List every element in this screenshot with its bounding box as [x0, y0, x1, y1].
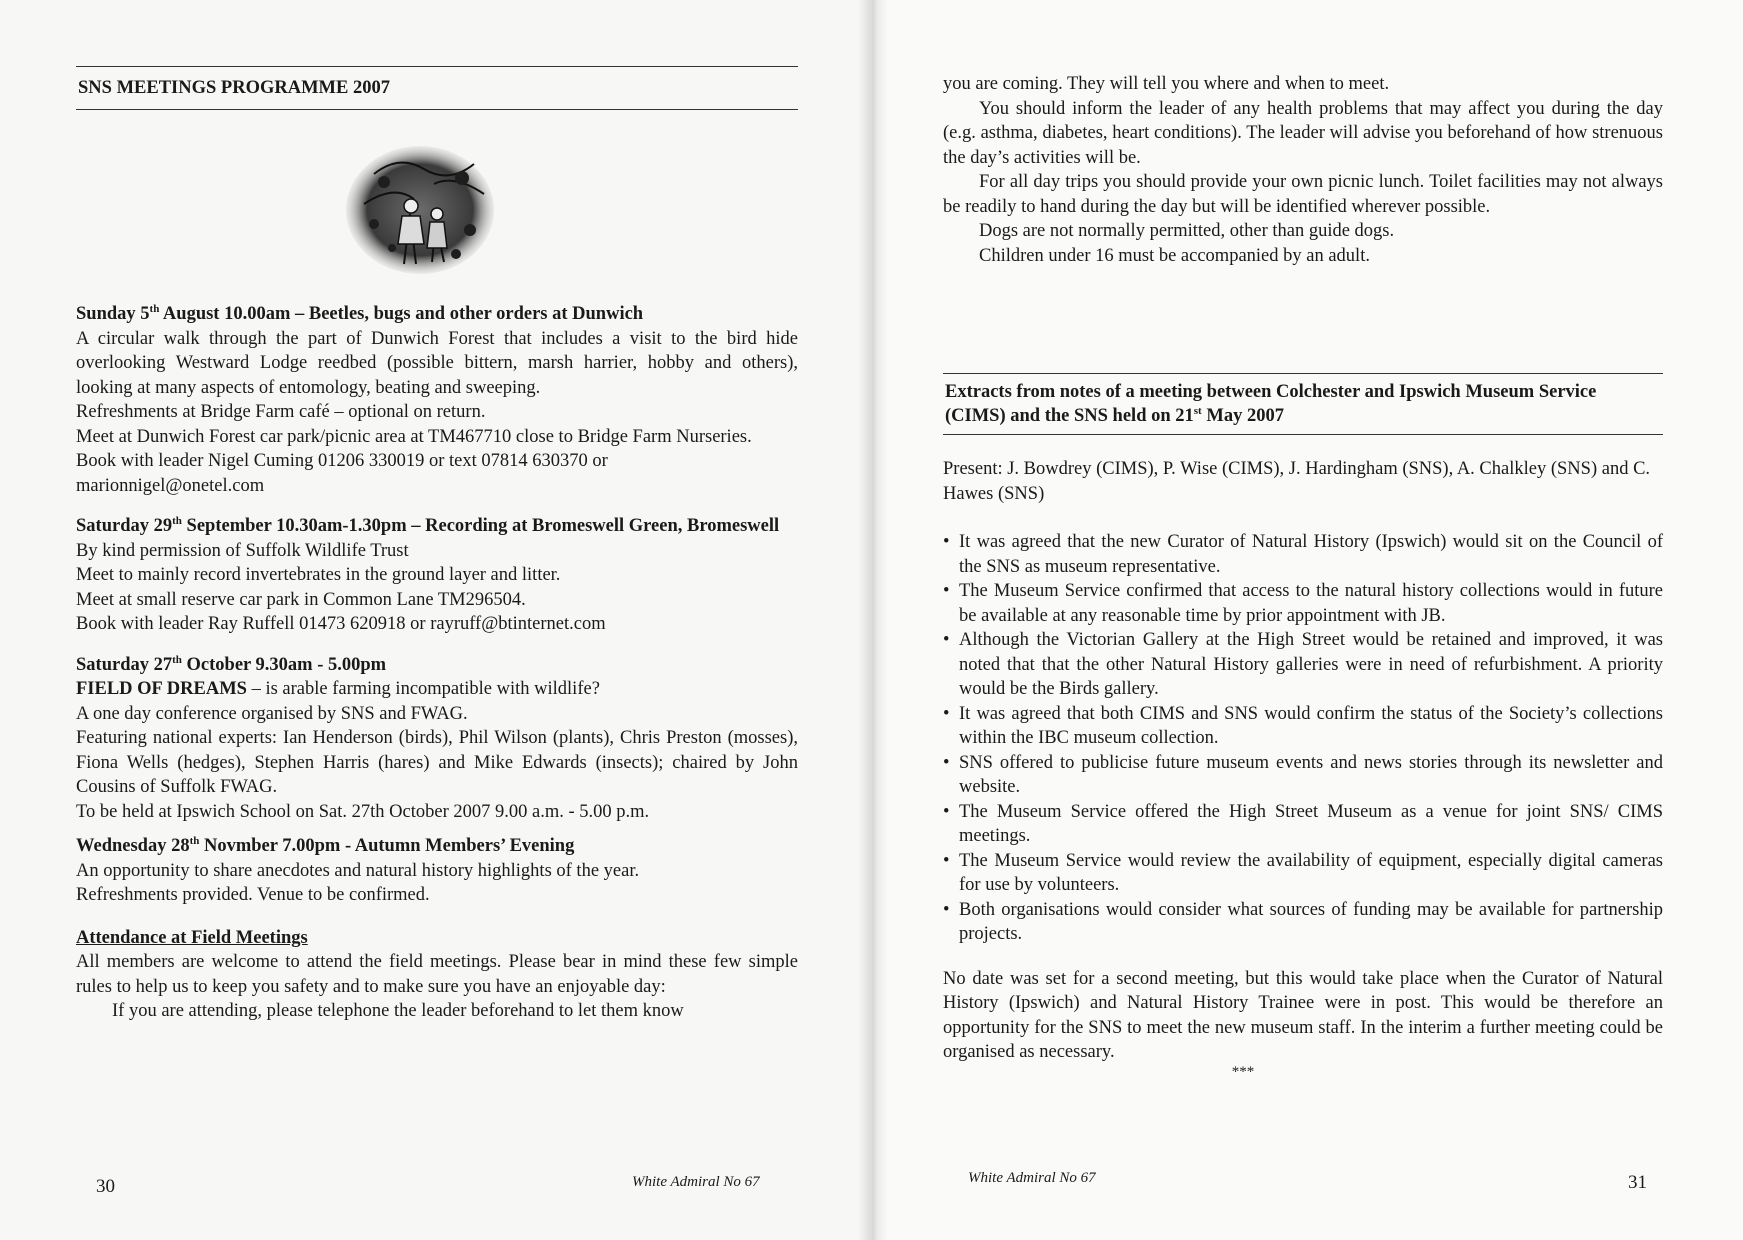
list-item-text: SNS offered to publicise future museum events and news stories through its newsletter and website.	[959, 752, 1663, 797]
event-title-sup: th	[149, 302, 160, 315]
meeting-notes-header-text: Extracts from notes of a meeting between Colchester and Ipswich Museum Service (CIMS) and the SNS held on 21	[945, 382, 1597, 426]
event-title-sup: th	[189, 834, 200, 847]
event-members-evening	[76, 834, 798, 908]
page-number-left: 30	[96, 1176, 115, 1197]
attendance-section	[76, 926, 798, 1024]
attendees-spacer	[943, 506, 1663, 530]
event-booking: Book with leader Nigel Cuming 01206 330019 or text 07814 630370 or marionnigel@onetel.com	[76, 451, 608, 496]
attendance-rule-phone: If you are attending, please telephone the leader beforehand to let them know	[112, 1001, 684, 1021]
list-item-text: The Museum Service would review the availability of equipment, especially digital cameras for use by volunteers.	[959, 850, 1663, 895]
agreement-list	[943, 530, 1663, 947]
footer-left: White Admiral No 67	[632, 1174, 760, 1190]
bullet-icon: •	[943, 752, 950, 773]
event-title-text: October 9.30am - 5.00pm	[181, 654, 387, 675]
list-spacer	[943, 947, 1663, 967]
children-paragraph: Children under 16 must be accompanied by an adult.	[979, 245, 1370, 266]
bullet-icon: •	[943, 581, 950, 601]
header-spacer	[943, 435, 1663, 457]
bullet-icon: •	[943, 801, 950, 822]
event-title	[76, 834, 798, 859]
event-title-sup: th	[172, 653, 182, 666]
event-title-text: September 10.30am-1.30pm – Recording at Bromeswell Green, Bromeswell	[181, 516, 780, 536]
list-item-text: It was agreed that the new Curator of Natural History (Ipswich) would sit on the Council of the SNS as museum representative.	[959, 532, 1663, 577]
programme-header: SNS MEETINGS PROGRAMME 2007	[76, 66, 798, 110]
event-title	[76, 302, 798, 327]
meeting-notes-header-text: May 2007	[1201, 406, 1284, 426]
dogs-paragraph: Dogs are not normally permitted, other than guide dogs.	[979, 221, 1395, 241]
event-venue: To be held at Ipswich School on Sat. 27th October 2007 9.00 a.m. - 5.00 p.m.	[76, 801, 650, 822]
event-title	[76, 514, 798, 539]
list-item	[943, 702, 1663, 751]
event-subtitle-bold: FIELD OF DREAMS	[76, 679, 247, 699]
right-page	[870, 0, 1743, 1240]
event-title-text: Saturday 27	[76, 654, 173, 675]
event-bromeswell	[76, 514, 798, 637]
left-page-content	[76, 66, 798, 1024]
event-speakers: Featuring national experts: Ian Henderson (birds), Phil Wilson (plants), Chris Preston (mosses), Fiona Wells (hedges), Stephen Harris (hares) and Mike Edwards (insects); chaired by John Cousins of Suffolk FWAG.	[76, 728, 798, 797]
event-description: A circular walk through the part of Dunwich Forest that includes a visit to the bird hide overlooking Westward Lodge reedbed (possible bittern, marsh harrier, hobby and others), looking at many aspects of entomology, beating and sweeping.	[76, 328, 798, 398]
event-description: Meet to mainly record invertebrates in the ground layer and litter.	[76, 565, 561, 585]
bullet-icon: •	[943, 899, 950, 920]
event-refreshments: Refreshments provided. Venue to be confirmed.	[76, 885, 430, 905]
event-title-text: Wednesday 28	[76, 836, 190, 856]
event-title-text: Novmber 7.00pm - Autumn Members’ Evening	[199, 836, 575, 856]
woodland-illustration-icon	[344, 144, 496, 276]
list-item-text: The Museum Service confirmed that access to the natural history collections would in future be available at any reasonable time by prior appointment with JB.	[959, 581, 1663, 626]
bullet-icon: •	[943, 850, 950, 871]
list-item	[943, 628, 1663, 702]
event-title-text: Sunday 5	[76, 304, 150, 324]
list-item	[943, 800, 1663, 849]
health-paragraph: You should inform the leader of any health problems that may affect you during the day (e.g. asthma, diabetes, heart conditions). The leader will advise you beforehand of how strenuous the day’s activities will be.	[943, 98, 1663, 168]
attendance-intro: All members are welcome to attend the field meetings. Please bear in mind these few simple rules to help us to keep you safety and to make sure you have an enjoyable day:	[76, 952, 798, 997]
list-item	[943, 849, 1663, 898]
list-item-text: Both organisations would consider what sources of funding may be available for partnership projects.	[959, 899, 1663, 944]
event-title-text: August 10.00am – Beetles, bugs and other orders at Dunwich	[159, 304, 644, 324]
event-permission: By kind permission of Suffolk Wildlife Trust	[76, 540, 409, 561]
list-item-text: Although the Victorian Gallery at the High Street would be retained and improved, it was noted that that the other Natural History galleries were in need of refurbishment. A priority would be the Birds gallery.	[959, 630, 1663, 699]
page-number-right: 31	[1628, 1172, 1647, 1193]
event-title-text: Saturday 29	[76, 516, 173, 536]
footer-right: White Admiral No 67	[968, 1170, 1096, 1186]
bullet-icon: •	[943, 532, 950, 552]
list-item	[943, 898, 1663, 947]
event-organiser: A one day conference organised by SNS and FWAG.	[76, 703, 468, 724]
binding-gutter	[858, 0, 888, 1240]
list-item-text: The Museum Service offered the High Street Museum as a venue for joint SNS/ CIMS meetings.	[959, 801, 1663, 846]
attendance-heading: Attendance at Field Meetings	[76, 927, 308, 948]
blank-spacer	[943, 268, 1663, 373]
list-item	[943, 579, 1663, 628]
section-end-stars: ***	[1231, 1063, 1255, 1080]
event-refreshments: Refreshments at Bridge Farm café – optional on return.	[76, 402, 486, 422]
meeting-notes-header-sup: st	[1193, 404, 1202, 417]
attendees: Present: J. Bowdrey (CIMS), P. Wise (CIMS), J. Hardingham (SNS), A. Chalkley (SNS) and C. Hawes (SNS)	[943, 459, 1651, 504]
event-subtitle	[76, 677, 798, 702]
list-item-text: It was agreed that both CIMS and SNS would confirm the status of the Society’s collections within the IBC museum collection.	[959, 703, 1663, 748]
list-item	[943, 530, 1663, 579]
event-title	[76, 653, 798, 678]
event-dunwich	[76, 302, 798, 498]
closing-paragraph: No date was set for a second meeting, but this would take place when the Curator of Natural History (Ipswich) and Natural History Trainee were in post. This would be therefore an opportunity for the SNS to meet the new museum staff. In the interim a further meeting could be organised as necessary.	[943, 968, 1663, 1062]
bullet-icon: •	[943, 630, 950, 650]
meeting-notes-header	[943, 373, 1663, 435]
continuation-text: you are coming. They will tell you where and when to meet.	[943, 74, 1390, 94]
lunch-paragraph: For all day trips you should provide your own picnic lunch. Toilet facilities may not always be readily to hand during the day but will be identified wherever possible.	[943, 172, 1663, 217]
bullet-icon: •	[943, 703, 950, 724]
event-field-of-dreams	[76, 653, 798, 825]
list-item	[943, 751, 1663, 800]
right-page-content	[943, 72, 1663, 1079]
event-description: An opportunity to share anecdotes and natural history highlights of the year.	[76, 860, 640, 881]
event-meeting-point: Meet at small reserve car park in Common Lane TM296504.	[76, 589, 526, 610]
left-page	[0, 0, 870, 1240]
event-meeting-point: Meet at Dunwich Forest car park/picnic area at TM467710 close to Bridge Farm Nurseries.	[76, 426, 752, 447]
event-booking: Book with leader Ray Ruffell 01473 620918 or rayruff@btinternet.com	[76, 614, 606, 634]
event-title-sup: th	[172, 514, 182, 527]
event-subtitle-rest: – is arable farming incompatible with wildlife?	[246, 679, 600, 699]
